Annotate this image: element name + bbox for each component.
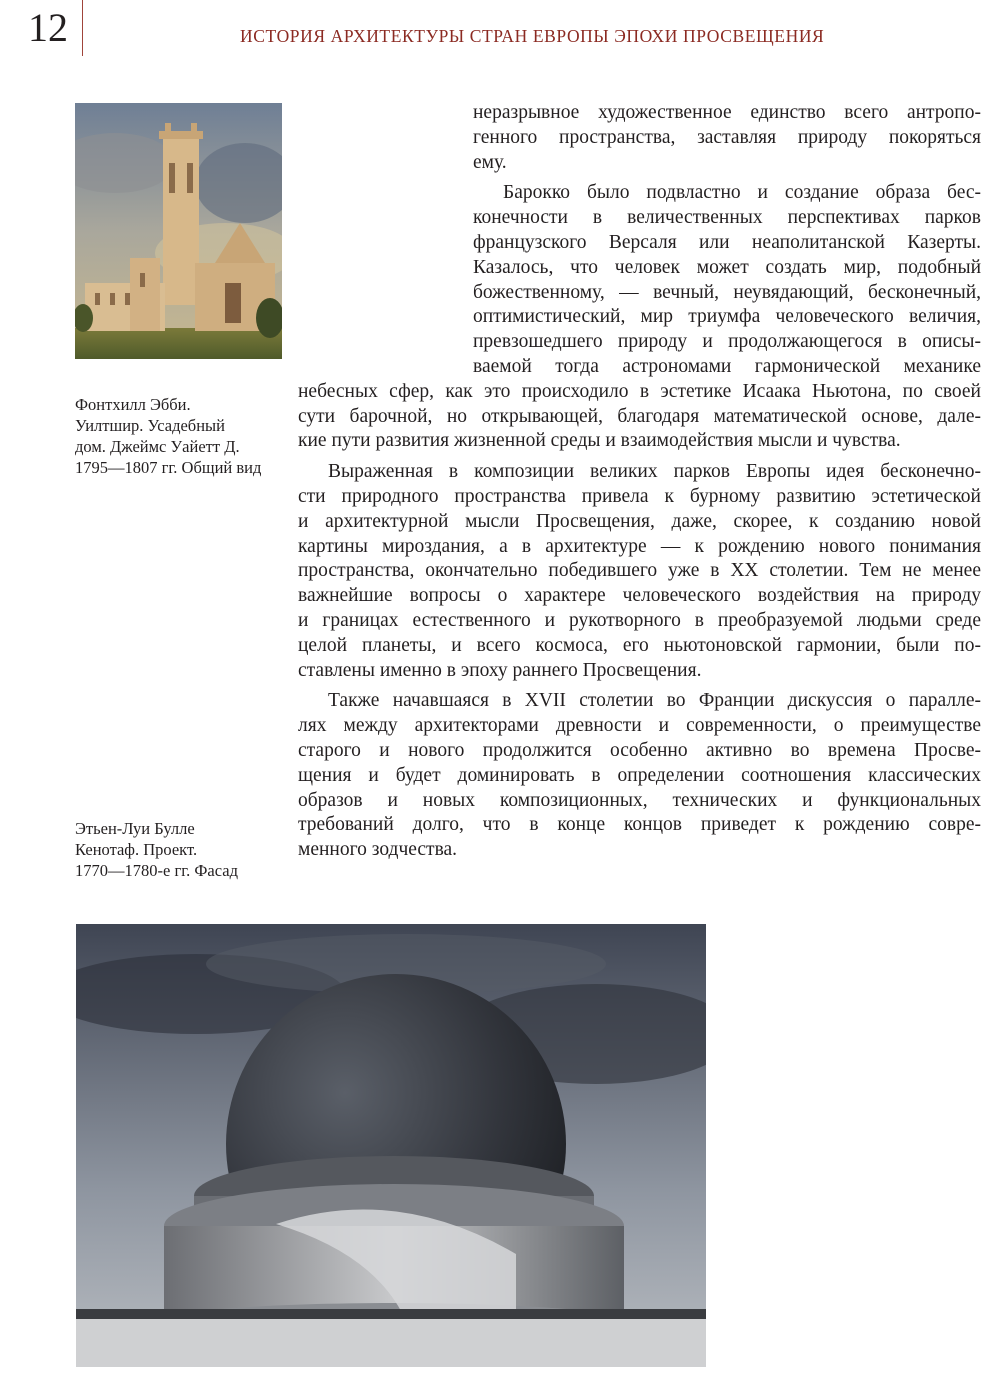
paragraph	[298, 460, 981, 683]
page-header	[0, 0, 1000, 56]
caption-line: Этьен-Луи Булле	[75, 819, 195, 838]
running-title: ИСТОРИЯ АРХИТЕКТУРЫ СТРАН ЕВРОПЫ ЭПОХИ ПРОСВЕЩЕНИЯ	[240, 26, 825, 46]
header-divider	[82, 0, 83, 56]
figure-fonthill-abbey	[75, 103, 282, 359]
text-line: небесных сфер, как это происходило в эстетике Исаака Ньютона, по своей	[298, 380, 981, 402]
text-line: ему.	[473, 151, 507, 173]
caption-line: Уилтшир. Усадебный	[75, 416, 225, 435]
text-line: щения и будет доминировать в определении соотношения классических	[298, 764, 981, 786]
text-line: пространства, окончательно победившего уже в XX столетии. Тем не менее	[298, 560, 981, 582]
caption-newton-cenotaph	[75, 818, 290, 881]
paragraph	[298, 181, 981, 454]
text-line: старого и нового продолжится особенно активно во времена Просве-	[298, 739, 981, 761]
caption-fonthill-abbey	[75, 394, 290, 478]
caption-line: 1795—1807 гг. Общий вид	[75, 458, 262, 477]
caption-line: дом. Джеймс Уайетт Д.	[75, 437, 240, 456]
text-line: ставлены именно в эпоху раннего Просвещения.	[298, 659, 702, 681]
text-line: превзошедшего природу и продолжающегося в описы-	[473, 331, 981, 353]
text-line: неразрывное художественное единство всего антропо-	[473, 102, 981, 123]
text-line: кие пути развития жизненной среды и взаимодействия мысли и чувства.	[298, 430, 901, 452]
text-line: и архитектурной мысли Просвещения, даже, скорее, к созданию новой	[298, 510, 981, 532]
text-line: Барокко было подвластно и создание образа бес-	[503, 182, 981, 204]
figure-newton-cenotaph	[76, 924, 706, 1367]
text-line: божественному, — вечный, неувядающий, бесконечный,	[473, 281, 981, 303]
text-line: требований долго, что в конце концов приведет к рождению совре-	[298, 814, 981, 836]
text-line: образов и новых композиционных, технических и функциональных	[298, 789, 981, 811]
caption-line: Кенотаф. Проект.	[75, 840, 198, 859]
text-line: лях между архитекторами древности и современности, о преимуществе	[298, 715, 981, 737]
text-line: французского Версаля или неаполитанской Казерты.	[473, 231, 981, 253]
caption-line: Фонтхилл Эбби.	[75, 395, 191, 414]
text-line: и границах естественного и рукотворного в преобразуемой людьми среде	[298, 609, 981, 631]
text-line: Казалось, что человек может создать мир, подобный	[473, 256, 981, 278]
text-line: менного зодчества.	[298, 839, 458, 861]
caption-line: 1770—1780-е гг. Фасад	[75, 861, 238, 880]
body-text	[298, 101, 981, 863]
paragraph	[298, 101, 981, 175]
text-line: Также начавшаяся в XVII столетии во Франции дискуссия о паралле-	[328, 690, 981, 712]
newton-cenotaph-image	[76, 924, 706, 1367]
text-line: важнейшие вопросы о характере человеческого воздействия на природу	[298, 585, 981, 607]
text-line: генного пространства, заставляя природу покоряться	[473, 126, 981, 148]
text-line: Выраженная в композиции великих парков Европы идея бесконечно-	[328, 461, 981, 483]
text-line: целой планеты, и всего космоса, его ньютоновской гармонии, были по-	[298, 634, 981, 656]
page-number: 12	[28, 5, 68, 50]
text-line: ваемой тогда астрономами гармонической механике	[473, 355, 981, 377]
text-line: конечности в величественных перспективах парков	[473, 207, 981, 229]
text-line: оптимистический, мир триумфа человеческого величия,	[473, 306, 981, 328]
text-line: картины мироздания, а в архитектуре — к рождению нового понимания	[298, 535, 981, 557]
text-line: сути барочной, но открывающей, благодаря математической основе, дале-	[298, 405, 981, 427]
fonthill-abbey-image	[75, 103, 282, 359]
paragraph	[298, 689, 981, 863]
text-line: сти природного пространства привела к бурному развитию эстетической	[298, 485, 981, 507]
